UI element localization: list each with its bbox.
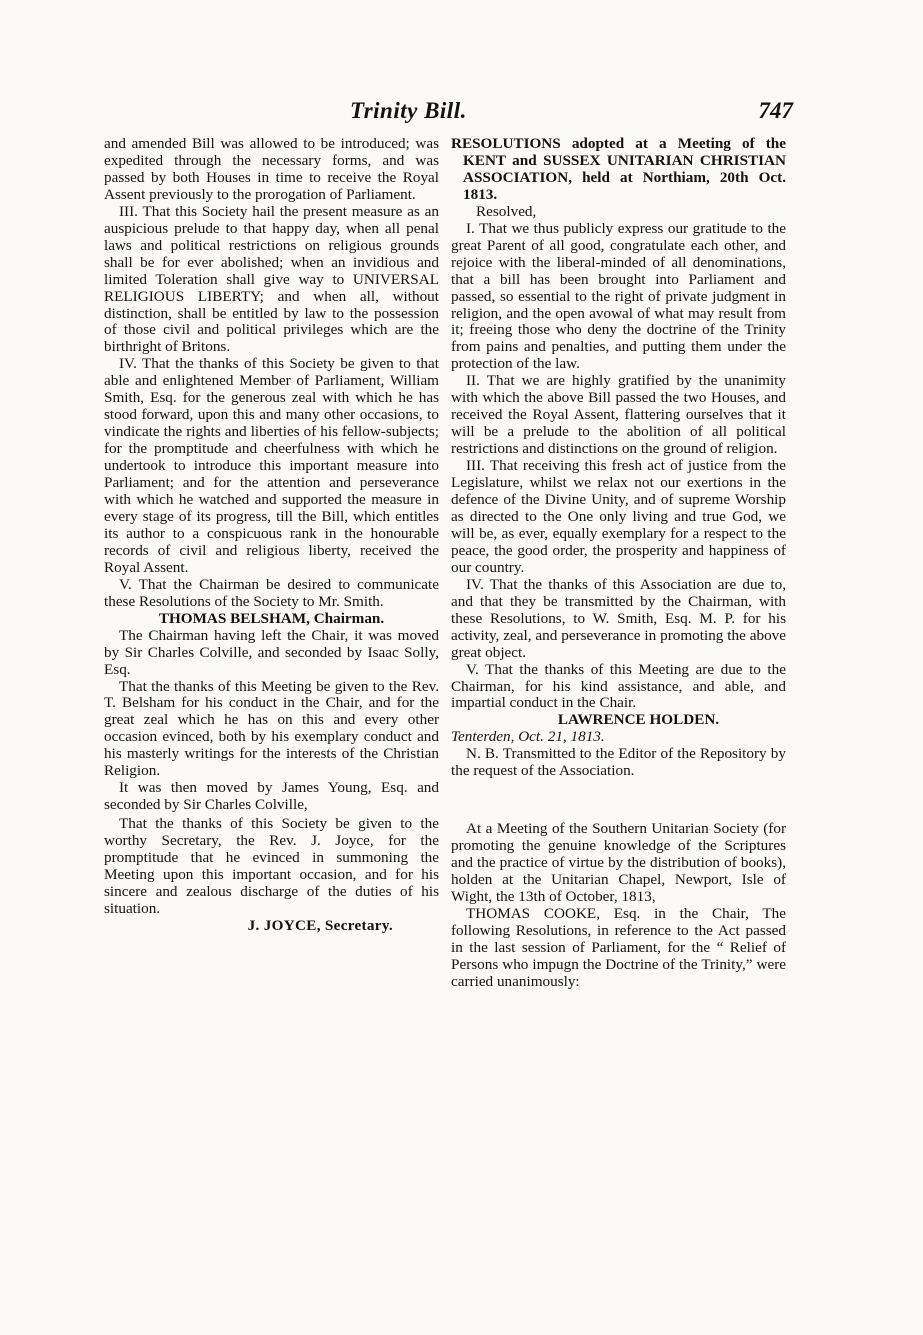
paragraph-continuation: and amended Bill was allowed to be introduced; was expedited through the necessary forms, and was passed by both Houses in time to receive the Royal Assent previously to the prorogation of Parliament. [104, 135, 439, 203]
resolution-iv-right: IV. That the thanks of this Association are due to, and that they be transmitted by the Chairman, with these Resolutions, to W. Smith, Esq. M. P. for his activity, zeal, and perseverance in promoting the above great object. [451, 575, 786, 661]
southern-society-chair: THOMAS COOKE, Esq. in the Chair, The following Resolutions, in reference to the Act passed in the last session of Parliament, for the “ Relief of Persons who impugn the Doctrine of the Trinity,” were carried unanimously: [451, 904, 786, 990]
nota-bene: N. B. Transmitted to the Editor of the Repository by the request of the Association. [451, 745, 786, 780]
page-number: 747 [758, 98, 793, 123]
holden-signature: LAWRENCE HOLDEN. [557, 711, 720, 729]
resolution-i: I. That we thus publicly express our gratitude to the great Parent of all good, congratulate each other, and rejoice with the liberal-minded of all denominations, that a bill has been brought into Parliament and passed, so essential to the right of private judgment in religion, and the open avowal of what may result from it; freeing those who deny the doctrine of the Trinity from pains and penalties, and putting them under the protection of the law. [451, 219, 786, 373]
resolution-v-right: V. That the thanks of this Meeting are due to the Chairman, for his kind assistance, and able, and impartial conduct in the Chair. [451, 660, 786, 712]
running-title: Trinity Bill. [350, 98, 467, 123]
thanks-to-secretary: That the thanks of this Society be given to the worthy Secretary, the Rev. J. Joyce, for the promptitude that he evinced in summoning the Meeting upon this important occasion, and for his sincere and zealous discharge of the duties of his situation. [104, 815, 439, 917]
motion-paragraph: The Chairman having left the Chair, it was moved by Sir Charles Colville, and seconded by Isaac Solly, Esq. [104, 626, 439, 678]
dateline: Tenterden, Oct. 21, 1813. [451, 728, 605, 746]
resolutions-heading: RESOLUTIONS adopted at a Meeting of the KENT and SUSSEX UNITARIAN CHRISTIAN ASSOCIATION, held at Northiam, 20th Oct. 1813. [451, 135, 786, 203]
chairman-signature: THOMAS BELSHAM, Chairman. [158, 609, 385, 627]
left-column [104, 136, 439, 935]
page-header [100, 98, 793, 128]
resolved-label: Resolved, [476, 202, 537, 220]
resolution-v: V. That the Chairman be desired to communicate these Resolutions of the Society to Mr. Smith. [104, 575, 439, 610]
southern-society-intro: At a Meeting of the Southern Unitarian Society (for promoting the genuine knowledge of the Scriptures and the practice of virtue by the distribution of books), holden at the Unitarian Chapel, Newport, Isle of Wight, the 13th of October, 1813, [451, 820, 786, 906]
resolution-ii: II. That we are highly gratified by the unanimity with which the above Bill passed the two Houses, and received the Royal Assent, flattering ourselves that it will be a prelude to the abolition of all political restrictions and distinctions on the ground of religion. [451, 372, 786, 458]
right-column [451, 136, 786, 991]
resolution-iii: III. That this Society hail the present measure as an auspicious prelude to that happy day, when all penal laws and political restrictions on religious grounds shall be for ever abolished; when an invidious and limited Toleration shall give way to UNIVERSAL RELIGIOUS LIBERTY; and when all, without distinction, shall be entitled by law to the possession of those civil and political privileges which are the birthright of Britons. [104, 202, 439, 356]
thanks-to-chairman: That the thanks of this Meeting be given to the Rev. T. Belsham for his conduct in the Chair, and for the great zeal which he has on this and every other occasion evinced, both by his exemplary conduct and his masterly writings for the interests of the Christian Religion. [104, 677, 439, 780]
secretary-signature: J. JOYCE, Secretary. [247, 916, 393, 934]
section-divider [451, 804, 786, 805]
resolution-iii-right: III. That receiving this fresh act of justice from the Legislature, whilst we relax not our exertions in the defence of the Divine Unity, and of supreme Worship as directed to the One only living and true God, we will be, as ever, equally exemplary for a respect to the peace, the good order, the prosperity and happiness of our country. [451, 457, 786, 576]
resolution-iv: IV. That the thanks of this Society be given to that able and enlightened Member of Parliament, William Smith, Esq. for the generous zeal with which he has stood forward, upon this and many other occasions, to vindicate the rights and liberties of his fellow-subjects; for the promptitude and cheerfulness with which he undertook to introduce this important measure into Parliament; and for the attention and perseverance with which he watched and supported the measure in every stage of its progress, till the Bill, which entitles its author to a conspicuous rank in the honourable records of civil and religious liberty, received the Royal Assent. [104, 355, 439, 576]
motion-paragraph-2: It was then moved by James Young, Esq. and seconded by Sir Charles Colville, [104, 779, 439, 814]
